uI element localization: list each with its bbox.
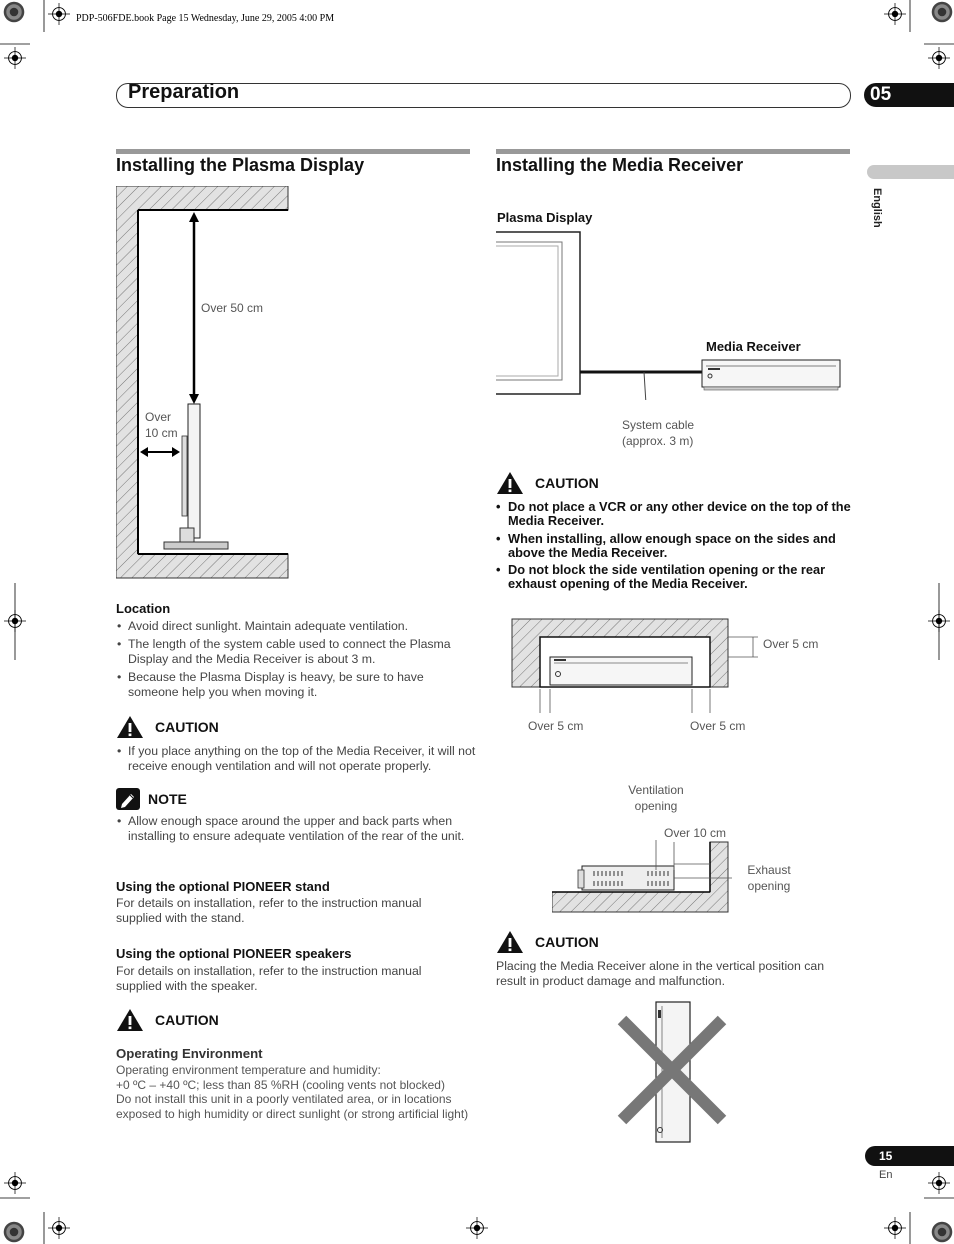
- page-title: Preparation: [128, 81, 240, 103]
- exhaust-label-line: Exhaust: [747, 863, 791, 877]
- section-divider: [496, 149, 850, 154]
- caution-item: • If you place anything on the top of the Media Receiver, it will not receive enough ventilation and will not operate properly.: [116, 744, 476, 773]
- receiver-rear-clearance-diagram: [552, 840, 732, 916]
- location-item: • Avoid direct sunlight. Maintain adequate ventilation.: [116, 619, 472, 634]
- file-header: PDP-506FDE.book Page 15 Wednesday, June 29, 2005 4:00 PM: [76, 13, 335, 24]
- right-section-title: Installing the Media Receiver: [496, 155, 744, 175]
- caution-warning-icon: [116, 1008, 144, 1032]
- vertical-placement-caution-text: Placing the Media Receiver alone in the vertical position can result in product damage and malfunction.: [496, 959, 825, 988]
- operating-environment-line: +0 ºC – +40 ºC; less than 85 %RH (cooling vents not blocked): [116, 1077, 445, 1092]
- ventilation-label-line: opening: [634, 799, 678, 813]
- connection-diagram: [494, 230, 844, 400]
- speakers-heading: Using the optional PIONEER speakers: [116, 946, 352, 961]
- caution-warning-icon: [496, 930, 524, 954]
- stand-heading: Using the optional PIONEER stand: [116, 879, 330, 894]
- vertical-receiver-prohibited-diagram: [612, 998, 732, 1148]
- note-pencil-icon: [116, 788, 140, 810]
- location-item: • Because the Plasma Display is heavy, be sure to have someone help you when moving it.: [116, 670, 472, 699]
- page-number: 15: [879, 1149, 893, 1163]
- media-receiver-label: Media Receiver: [706, 339, 801, 354]
- clearance-left-label: Over 5 cm: [528, 719, 584, 733]
- cable-length-label: (approx. 3 m): [622, 434, 694, 448]
- note-label: NOTE: [148, 791, 187, 807]
- stand-text: For details on installation, refer to the instruction manual supplied with the stand.: [116, 896, 422, 925]
- clearance-side-label-1: Over: [145, 410, 172, 424]
- rear-clearance-label: Over 10 cm: [664, 826, 727, 840]
- caution-warning-icon: [116, 715, 144, 739]
- caution-label: CAUTION: [535, 934, 599, 950]
- clearance-top-label: Over 5 cm: [763, 637, 819, 651]
- note-list: [116, 814, 472, 847]
- exhaust-label-line: opening: [747, 879, 791, 893]
- clearance-side-label-2: 10 cm: [145, 426, 178, 440]
- page-language-code: En: [879, 1169, 893, 1181]
- exhaust-label: [744, 862, 794, 894]
- caution-item: • Do not place a VCR or any other device on the top of the Media Receiver.: [495, 500, 851, 528]
- caution-label: CAUTION: [535, 475, 599, 491]
- left-section-title: Installing the Plasma Display: [116, 155, 365, 175]
- location-heading: Location: [116, 601, 171, 616]
- caution-item: • Do not block the side ventilation opening or the rear exhaust opening of the Media Receiver.: [495, 563, 851, 591]
- location-item: • The length of the system cable used to connect the Plasma Display and the Media Receiver is about 3 m.: [116, 637, 472, 666]
- system-cable-label: System cable: [622, 418, 695, 432]
- note-item: • Allow enough space around the upper and back parts when installing to ensure adequate ventilation of the rear of the unit.: [116, 814, 472, 843]
- language-tab: [867, 165, 954, 179]
- speakers-text: For details on installation, refer to the instruction manual supplied with the speaker.: [116, 964, 422, 993]
- operating-environment-line: Do not install this unit in a poorly ventilated area, or in locations exposed to high humidity or direct sunlight (or strong artificial light): [116, 1092, 469, 1121]
- ventilation-label-line: Ventilation: [628, 783, 684, 797]
- operating-environment-heading: Operating Environment: [116, 1046, 263, 1061]
- receiver-clearance-diagram: [510, 617, 760, 717]
- plasma-display-label: Plasma Display: [497, 210, 593, 225]
- language-label: English: [871, 188, 883, 228]
- operating-environment-text: [116, 1063, 476, 1121]
- caution-item: • When installing, allow enough space on the sides and above the Media Receiver.: [495, 532, 851, 560]
- ventilation-label: [626, 782, 686, 814]
- plasma-clearance-diagram: [116, 186, 292, 580]
- receiver-caution-list: [495, 500, 851, 595]
- chapter-number: 05: [870, 84, 892, 105]
- location-list: [116, 619, 472, 703]
- clearance-right-label: Over 5 cm: [690, 719, 746, 733]
- caution-list: [116, 744, 476, 777]
- clearance-top-label: Over 50 cm: [201, 301, 264, 315]
- operating-environment-line: Operating environment temperature and humidity:: [116, 1063, 381, 1077]
- section-divider: [116, 149, 470, 154]
- caution-warning-icon: [496, 471, 524, 495]
- caution-label: CAUTION: [155, 1012, 219, 1028]
- caution-label: CAUTION: [155, 719, 219, 735]
